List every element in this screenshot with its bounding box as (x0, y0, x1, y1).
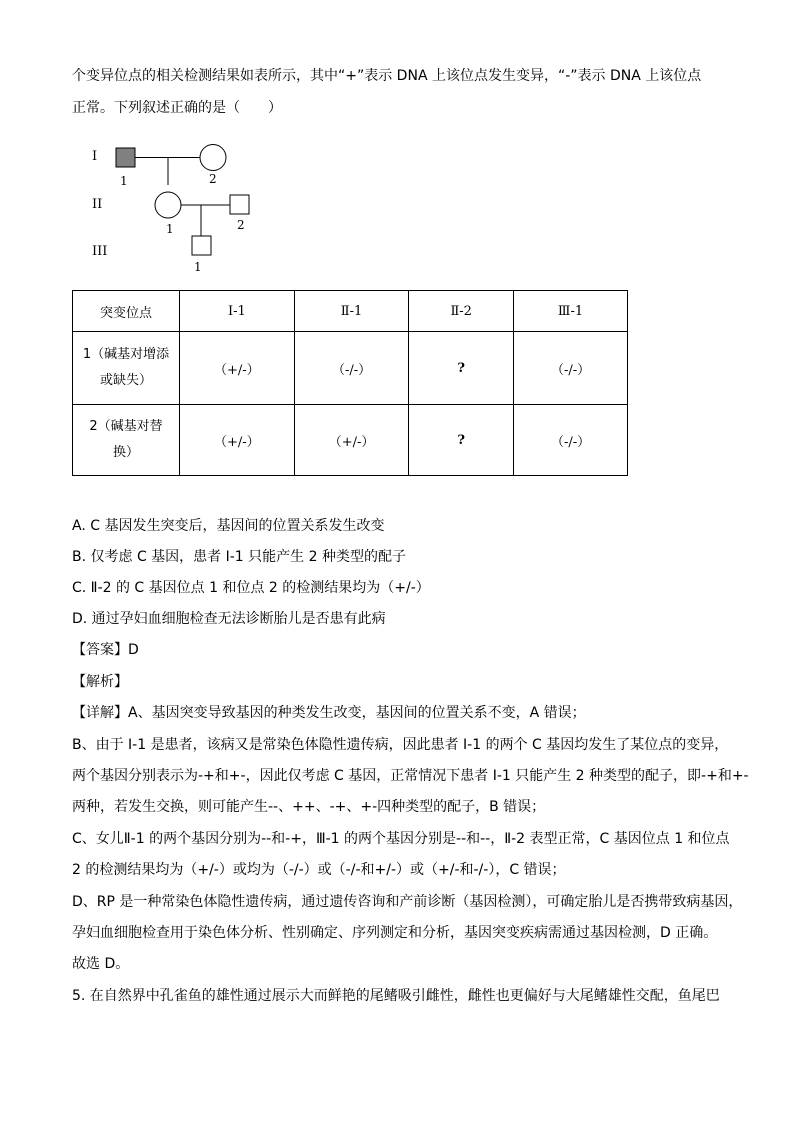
result-cell: （+/-） (180, 405, 295, 476)
site-label-line: 2（碱基对替 (89, 419, 163, 434)
option-b: B. 仅考虑 C 基因，患者 I-1 只能产生 2 种类型的配子 (72, 549, 406, 565)
header-cell: Ⅱ-1 (294, 291, 409, 332)
label-II2: 2 (237, 218, 245, 232)
site-label-line: 换） (113, 445, 140, 460)
answer-line: 【答案】D (72, 642, 139, 658)
option-d: D. 通过孕妇血细胞检查无法诊断胎儿是否患有此病 (72, 611, 386, 627)
explanation-line: 【详解】A、基因突变导致基因的种类发生改变，基因间的位置关系不变，A 错误； (72, 705, 586, 721)
header-cell: Ⅲ-1 (514, 291, 628, 332)
header-cell: I-1 (180, 291, 295, 332)
result-cell: （+/-） (294, 405, 409, 476)
generation-label-III: III (92, 244, 108, 259)
explanation-line: B、由于 I-1 是患者，该病又是常染色体隐性遗传病，因此患者 I-1 的两个 C 基因均发生了某位点的变异， (72, 737, 729, 753)
label-II1: 1 (166, 222, 174, 236)
affected-male-I1 (116, 148, 135, 167)
explanation-line: 两个基因分别表示为-+和+-，因此仅考虑 C 基因，正常情况下患者 I-1 只能产生 2 种类型的配子，即-+和+- (72, 768, 749, 784)
explanation-line: 故选 D。 (72, 956, 130, 972)
table-row (73, 405, 628, 476)
female-II1 (155, 192, 181, 218)
site-cell (73, 405, 180, 476)
site-cell (73, 332, 180, 405)
result-cell: （-/-） (514, 405, 628, 476)
result-cell: ? (409, 332, 514, 405)
label-III1: 1 (194, 260, 202, 274)
explanation-line: 两种，若发生交换，则可能产生--、++、-+、+-四种类型的配子，B 错误； (72, 799, 546, 815)
male-II2 (230, 195, 249, 214)
explanation-line: 孕妇血细胞检查用于染色体分析、性别确定、序列测定和分析，基因突变疾病需通过基因检测，D 正确。 (72, 925, 718, 941)
site-label-line: 1（碱基对增添 (82, 347, 170, 362)
label-I2: 2 (209, 172, 217, 186)
result-cell: （-/-） (294, 332, 409, 405)
result-cell: （-/-） (514, 332, 628, 405)
male-III1 (192, 236, 211, 255)
analysis-heading: 【解析】 (72, 674, 128, 690)
option-a: A. C 基因发生突变后，基因间的位置关系发生改变 (72, 518, 385, 534)
intro-line-2: 正常。下列叙述正确的是（ ） (72, 100, 282, 116)
intro-line-1: 个变异位点的相关检测结果如表所示，其中“+”表示 DNA 上该位点发生变异，“-”表示 DNA 上该位点 (72, 68, 702, 84)
table-header-row (73, 291, 628, 332)
pedigree-chart (82, 138, 282, 278)
generation-label-I: I (92, 149, 98, 164)
option-c: C. Ⅱ-2 的 C 基因位点 1 和位点 2 的检测结果均为（+/-） (72, 580, 430, 596)
generation-label-II: II (92, 197, 103, 212)
header-cell: 突变位点 (73, 291, 180, 332)
mutation-table (72, 290, 628, 476)
explanation-line: 2 的检测结果均为（+/-）或均为（-/-）或（-/-和+/-）或（+/-和-/-），C 错误； (72, 862, 566, 878)
next-question-line: 5. 在自然界中孔雀鱼的雄性通过展示大而鲜艳的尾鳍吸引雌性，雌性也更偏好与大尾鳍雄性交配，鱼尾巴 (72, 988, 720, 1004)
site-label-line: 或缺失） (100, 373, 153, 388)
female-I2 (200, 145, 226, 171)
explanation-line: C、女儿Ⅱ-1 的两个基因分别为--和-+，Ⅲ-1 的两个基因分别是--和--，Ⅱ-2 表型正常，C 基因位点 1 和位点 (72, 831, 730, 847)
result-cell: （+/-） (180, 332, 295, 405)
result-cell: ? (409, 405, 514, 476)
table-row (73, 332, 628, 405)
pedigree-svg (82, 138, 282, 278)
label-I1: 1 (120, 174, 128, 188)
explanation-line: D、RP 是一种常染色体隐性遗传病，通过遗传咨询和产前诊断（基因检测），可确定胎儿是否携带致病基因， (72, 894, 743, 910)
header-cell: Ⅱ-2 (409, 291, 514, 332)
